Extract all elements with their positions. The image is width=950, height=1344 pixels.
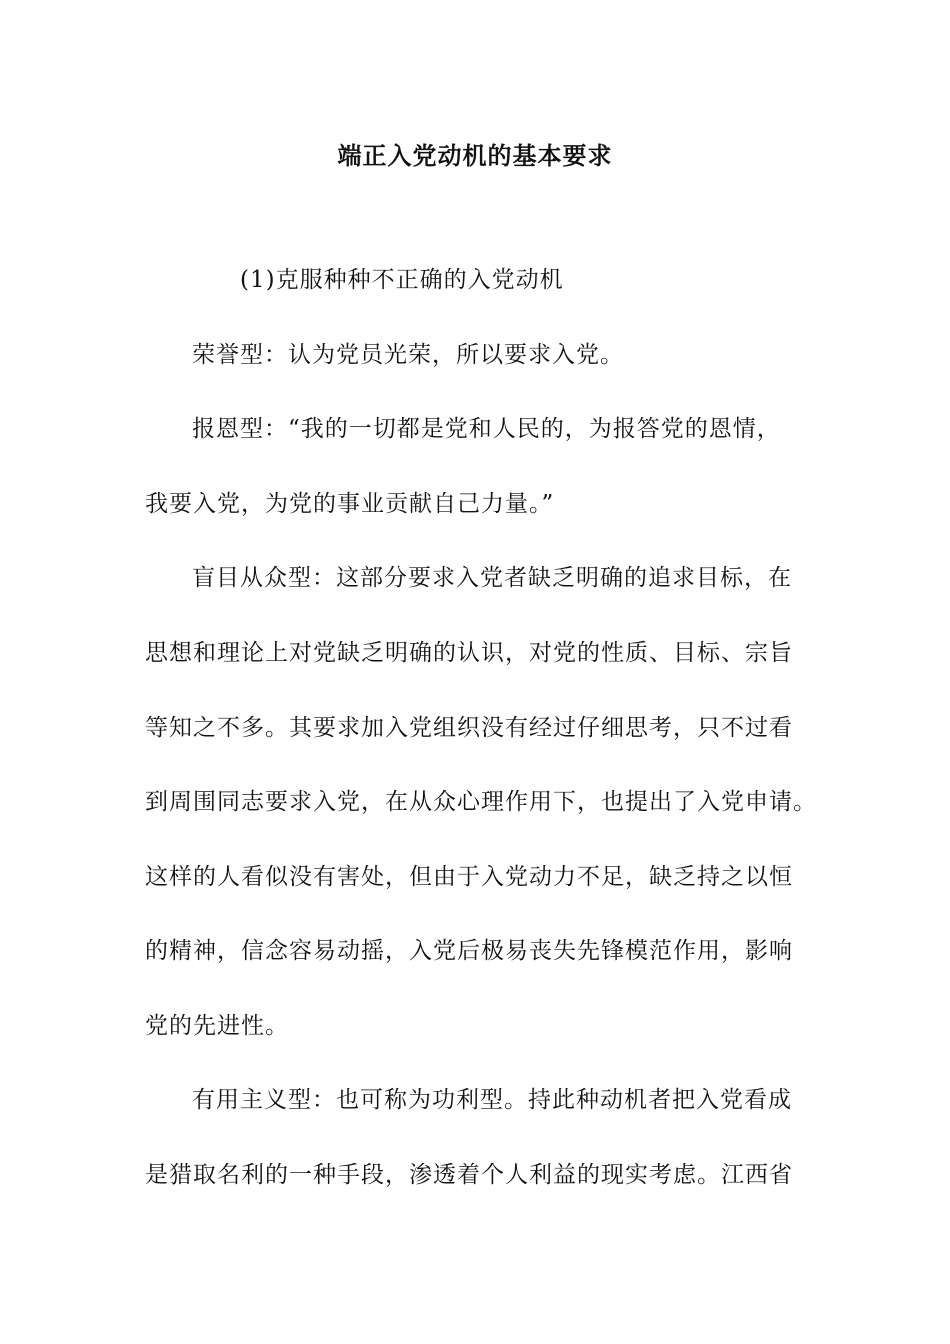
paragraph-line: 盲目从众型：这部分要求入党者缺乏明确的追求目标，在 bbox=[192, 565, 792, 591]
paragraph-line: 的精神，信念容易动摇，入党后极易丧失先锋模范作用，影响 bbox=[145, 938, 793, 964]
paragraph-line: 这样的人看似没有害处，但由于入党动力不足，缺乏持之以恒 bbox=[145, 864, 793, 890]
paragraph-line: 荣誉型：认为党员光荣，所以要求入党。 bbox=[192, 342, 624, 368]
paragraph-line: 我要入党，为党的事业贡献自己力量。” bbox=[145, 491, 555, 517]
paragraph-line: 报恩型：“我的一切都是党和人民的，为报答党的恩情， bbox=[192, 416, 781, 442]
paragraph-line: 是猎取名利的一种手段，渗透着个人利益的现实考虑。江西省 bbox=[145, 1162, 793, 1188]
paragraph-line: 思想和理论上对党缺乏明确的认识，对党的性质、目标、宗旨 bbox=[145, 640, 793, 666]
paragraph-line: 党的先进性。 bbox=[145, 1013, 289, 1039]
paragraph-line: 到周围同志要求入党，在从众心理作用下，也提出了入党申请。 bbox=[145, 789, 817, 815]
paragraph-line: 等知之不多。其要求加入党组织没有经过仔细思考，只不过看 bbox=[145, 715, 793, 741]
paragraph-line: 有用主义型：也可称为功利型。持此种动机者把入党看成 bbox=[192, 1087, 792, 1113]
section-heading: (1)克服种种不正确的入党动机 bbox=[240, 267, 564, 293]
document-title: 端正入党动机的基本要求 bbox=[337, 141, 613, 170]
